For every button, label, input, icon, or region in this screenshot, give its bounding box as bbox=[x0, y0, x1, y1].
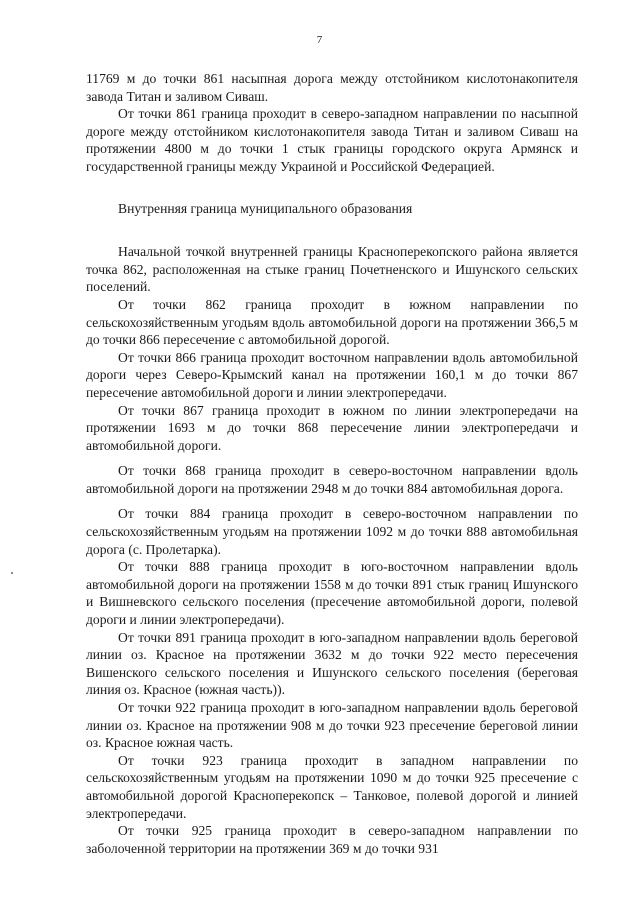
paragraph: От точки 861 граница проходит в северо-западном направлении по насыпной дороге между отстойником кислотонакопителя завода Титан и заливом Сиваш на протяжении 4800 м до точки 1 стык границы городского округа Армянск и государственной границы между Украиной и Российской Федерацией. bbox=[86, 106, 578, 174]
document-body bbox=[86, 70, 578, 857]
page-number: 7 bbox=[316, 34, 323, 46]
paragraph: От точки 888 граница проходит в юго-восточном направлении вдоль автомобильной дороги на протяжении 1558 м до точки 891 стык границ Ишунского и Вишневского сельского поселения (пресечение автомобильной дороги, полевой дороги и линии электропередачи). bbox=[86, 559, 578, 628]
paragraph: От точки 884 граница проходит в северо-восточном направлении по сельскохозяйственным угодьям на протяжении 1092 м до точки 888 автомобильная дорога (с. Пролетарка). bbox=[86, 506, 578, 557]
paragraph-continuation: 11769 м до точки 861 насыпная дорога между отстойником кислотонакопителя завода Титан и заливом Сиваш. bbox=[86, 71, 578, 104]
margin-mark bbox=[11, 572, 13, 574]
paragraph: От точки 862 граница проходит в южном направлении по сельскохозяйственным угодьям вдоль автомобильной дороги на протяжении 366,5 м до точки 866 пересечение с автомобильной дорогой. bbox=[86, 296, 578, 348]
paragraph: От точки 867 граница проходит в южном по линии электропередачи на протяжении 1693 м до точки 868 пересечение линии электропередачи и автомобильной дороги. bbox=[86, 402, 578, 453]
paragraph: От точки 868 граница проходит в северо-восточном направлении вдоль автомобильной дороги на протяжении 2948 м до точки 884 автомобильная дорога. bbox=[86, 463, 578, 496]
paragraph: Начальной точкой внутренней границы Красноперекопского района является точка 862, расположенная на стыке границ Почетненского и Ишунского сельских поселений. bbox=[86, 244, 578, 295]
section-heading: Внутренняя граница муниципального образования bbox=[118, 200, 413, 216]
paragraph: От точки 922 граница проходит в юго-западном направлении вдоль береговой линии оз. Красное на протяжении 908 м до точки 923 пресечение береговой линии оз. Красное южная часть. bbox=[86, 700, 578, 751]
paragraph: От точки 925 граница проходит в северо-западном направлении по заболоченной территории на протяжении 369 м до точки 931 bbox=[86, 823, 578, 856]
paragraph: От точки 866 граница проходит восточном направлении вдоль автомобильной дороги через Северо-Крымский канал на протяжении 160,1 м до точки 867 пересечение автомобильной дороги и линии электропередачи. bbox=[86, 349, 578, 400]
paragraph: От точки 923 граница проходит в западном направлении по сельскохозяйственным угодьям на протяжении 1090 м до точки 925 пресечение с автомобильной дорогой Красноперекопск – Танковое, полевой дорогой и линией электропередачи. bbox=[86, 752, 578, 821]
paragraph: От точки 891 граница проходит в юго-западном направлении вдоль береговой линии оз. Красное на протяжении 3632 м до точки 922 место пересечения Вишенского сельского поселения и Ишунского сельского поселения (береговая линия оз. Красное (южная часть)). bbox=[86, 629, 578, 698]
